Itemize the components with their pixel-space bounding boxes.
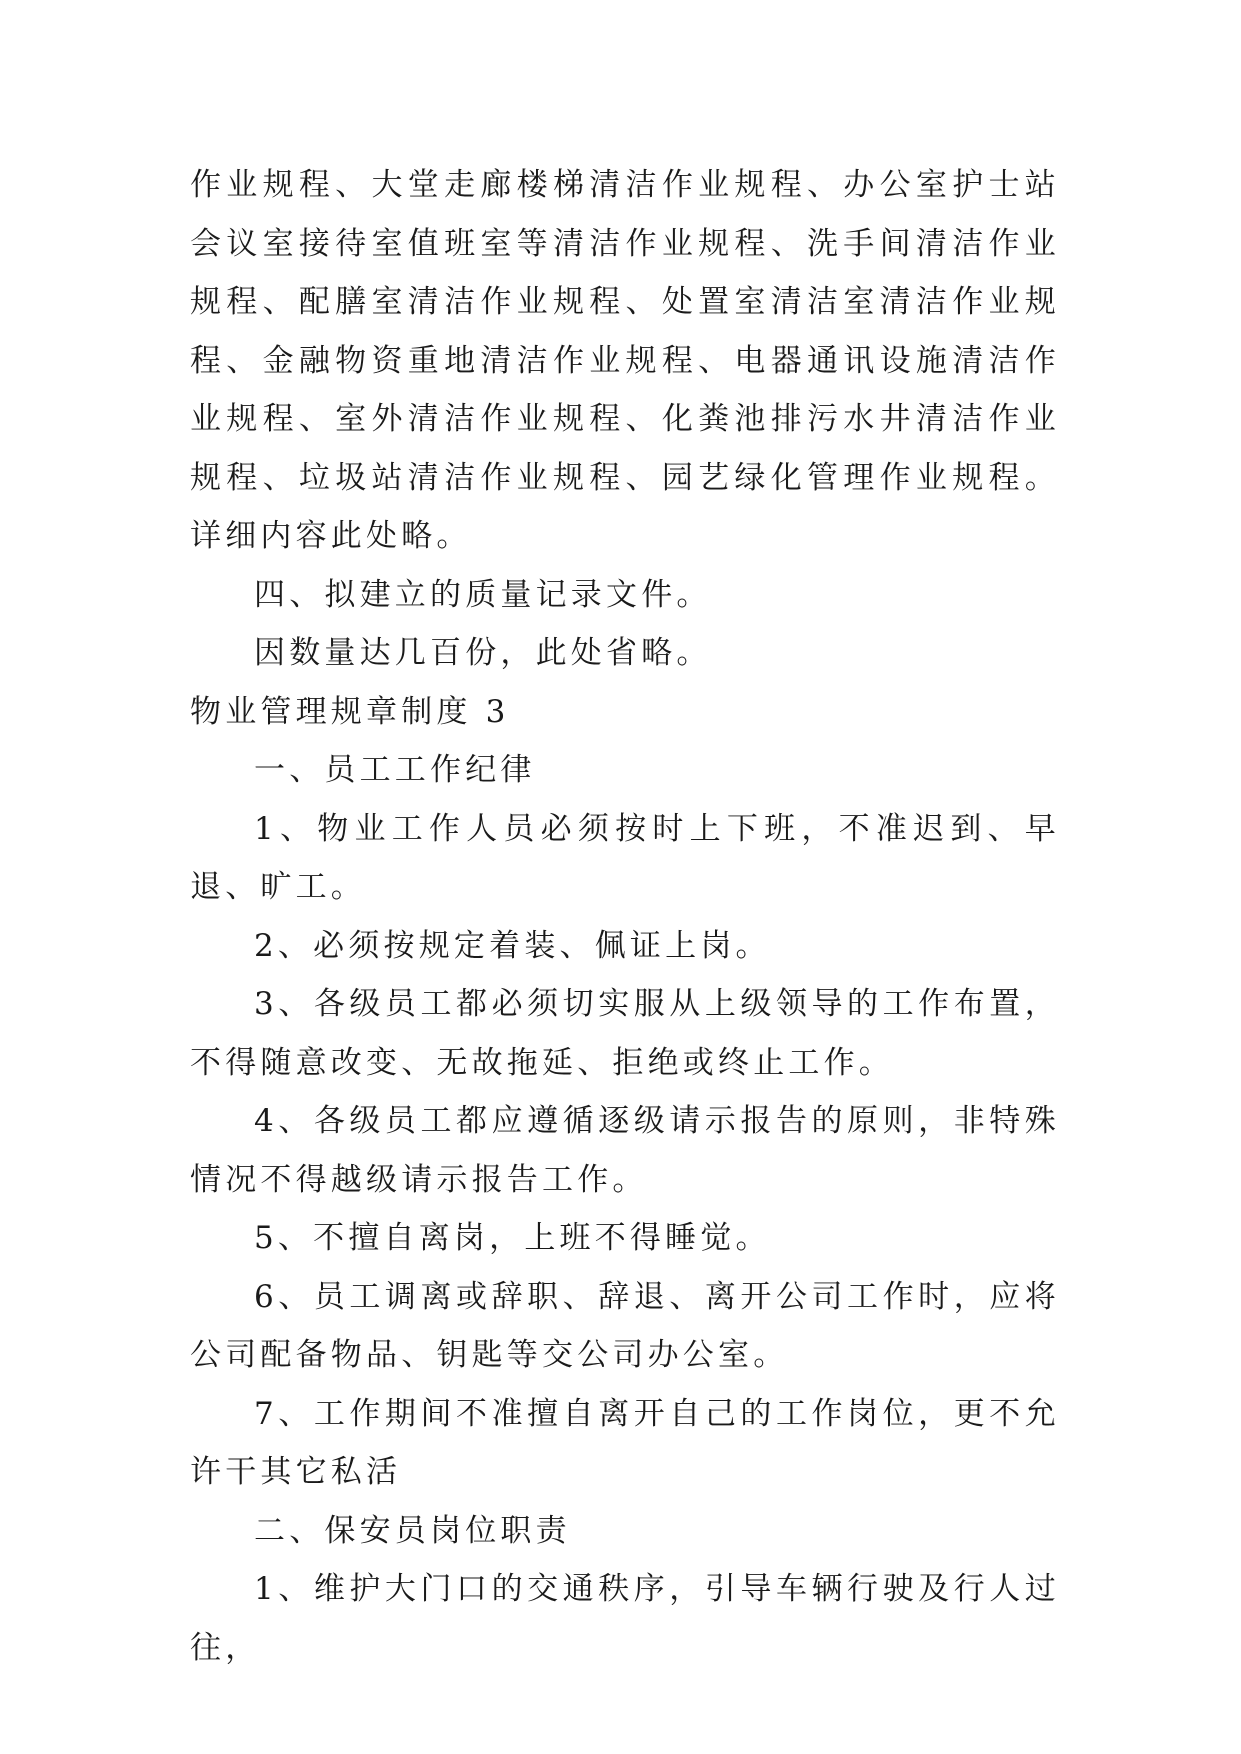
document-body — [190, 156, 1060, 1677]
rule-item-7: 7、工作期间不准擅自离开自己的工作岗位，更不允许干其它私活 — [190, 1395, 1060, 1490]
rule-item-2: 2、必须按规定着装、佩证上岗。 — [254, 927, 771, 964]
duty-item-1: 1、维护大门口的交通秩序，引导车辆行驶及行人过往， — [190, 1571, 1060, 1666]
rule-item-4: 4、各级员工都应遵循逐级请示报告的原则，非特殊情况不得越级请示报告工作。 — [190, 1103, 1060, 1198]
paragraph-cleaning-procedures: 作业规程、大堂走廊楼梯清洁作业规程、办公室护士站会议室接待室值班室等清洁作业规程、洗手间清洁作业规程、配膳室清洁作业规程、处置室清洁室清洁作业规程、金融物资重地清洁作业规程、电器通讯设施清洁作业规程、室外清洁作业规程、化粪池排污水井清洁作业规程、垃圾站清洁作业规程、园艺绿化管理作业规程。详细内容此处略。 — [190, 167, 1060, 554]
rule-item-6: 6、员工调离或辞职、辞退、离开公司工作时，应将公司配备物品、钥匙等交公司办公室。 — [190, 1278, 1060, 1373]
rule-item-5: 5、不擅自离岗，上班不得睡觉。 — [254, 1220, 771, 1256]
rule-item-1: 1、物业工作人员必须按时上下班，不准迟到、早退、旷工。 — [190, 810, 1060, 905]
paragraph-omitted-note: 因数量达几百份，此处省略。 — [254, 635, 712, 671]
section-title: 物业管理规章制度 3 — [190, 693, 510, 730]
subsection-heading-discipline: 一、员工工作纪律 — [254, 752, 536, 788]
subsection-heading-security-duties: 二、保安员岗位职责 — [254, 1512, 571, 1549]
paragraph-quality-records-heading: 四、拟建立的质量记录文件。 — [254, 576, 712, 613]
rule-item-3: 3、各级员工都必须切实服从上级领导的工作布置，不得随意改变、无故拖延、拒绝或终止工作。 — [190, 986, 1060, 1081]
